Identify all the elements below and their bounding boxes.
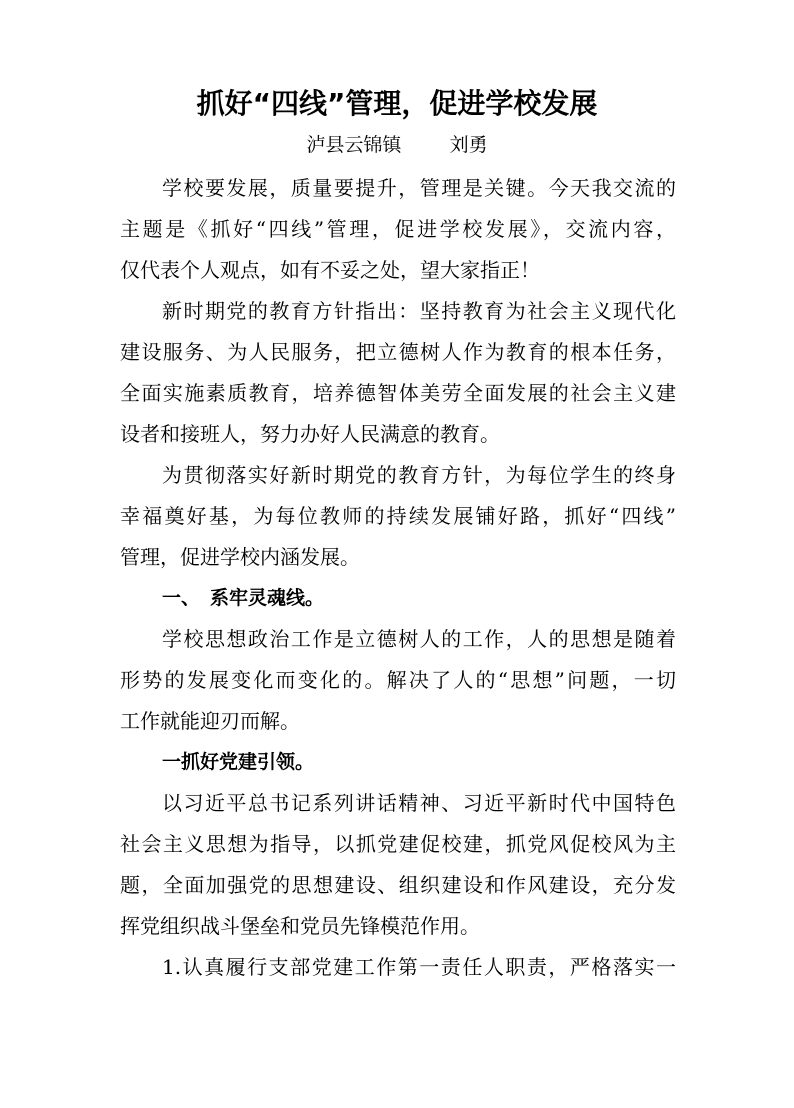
subsection-heading: 一抓好党建引领。 — [162, 751, 315, 773]
document-body — [120, 168, 676, 988]
paragraph-section1 — [120, 619, 676, 742]
text-line: 1.认真履行支部党建工作第一责任人职责，严格落实一 — [162, 955, 676, 979]
text-line: 主题是《抓好“四线”管理，促进学校发展》，交流内容， — [120, 217, 676, 241]
text-line: 学校思想政治工作是立德树人的工作，人的思想是随着 — [162, 627, 676, 651]
text-line: 挥党组织战斗堡垒和党员先锋模范作用。 — [120, 914, 480, 938]
text-line: 幸福奠好基，为每位教师的持续发展铺好路，抓好“四线” — [120, 504, 676, 528]
paragraph-subsection — [120, 783, 676, 947]
section-heading — [120, 578, 676, 619]
byline-place: 泸县云锦镇 — [306, 134, 402, 156]
text-line: 全面实施素质教育，培养德智体美劳全面发展的社会主义建 — [120, 381, 676, 405]
text-line: 以习近平总书记系列讲话精神、习近平新时代中国特色 — [162, 791, 676, 815]
text-line: 为贯彻落实好新时期党的教育方针，为每位学生的终身 — [162, 463, 676, 487]
paragraph-intro — [120, 168, 676, 291]
paragraph-policy — [120, 291, 676, 455]
byline-author: 刘勇 — [449, 134, 488, 156]
section-title: 系牢灵魂线。 — [210, 587, 325, 609]
list-item — [120, 947, 676, 988]
document-title: 抓好“四线”管理，促进学校发展 — [196, 87, 598, 120]
text-line: 题，全面加强党的思想建设、组织建设和作风建设，充分发 — [120, 873, 676, 897]
text-line: 仅代表个人观点，如有不妥之处，望大家指正！ — [120, 258, 540, 282]
text-line: 工作就能迎刃而解。 — [120, 709, 300, 733]
byline — [0, 128, 794, 162]
text-line: 社会主义思想为指导，以抓党建促校建，抓党风促校风为主 — [120, 832, 676, 856]
text-line: 建设服务、为人民服务，把立德树人作为教育的根本任务， — [120, 340, 676, 364]
paragraph-purpose — [120, 455, 676, 578]
text-line: 设者和接班人，努力办好人民满意的教育。 — [120, 422, 500, 446]
text-line: 管理，促进学校内涵发展。 — [120, 545, 360, 569]
text-line: 学校要发展，质量要提升，管理是关键。今天我交流的 — [162, 176, 676, 200]
text-line: 新时期党的教育方针指出：坚持教育为社会主义现代化 — [162, 299, 676, 323]
text-line: 形势的发展变化而变化的。解决了人的“思想”问题，一切 — [120, 668, 676, 692]
section-number: 一、 — [162, 587, 201, 609]
